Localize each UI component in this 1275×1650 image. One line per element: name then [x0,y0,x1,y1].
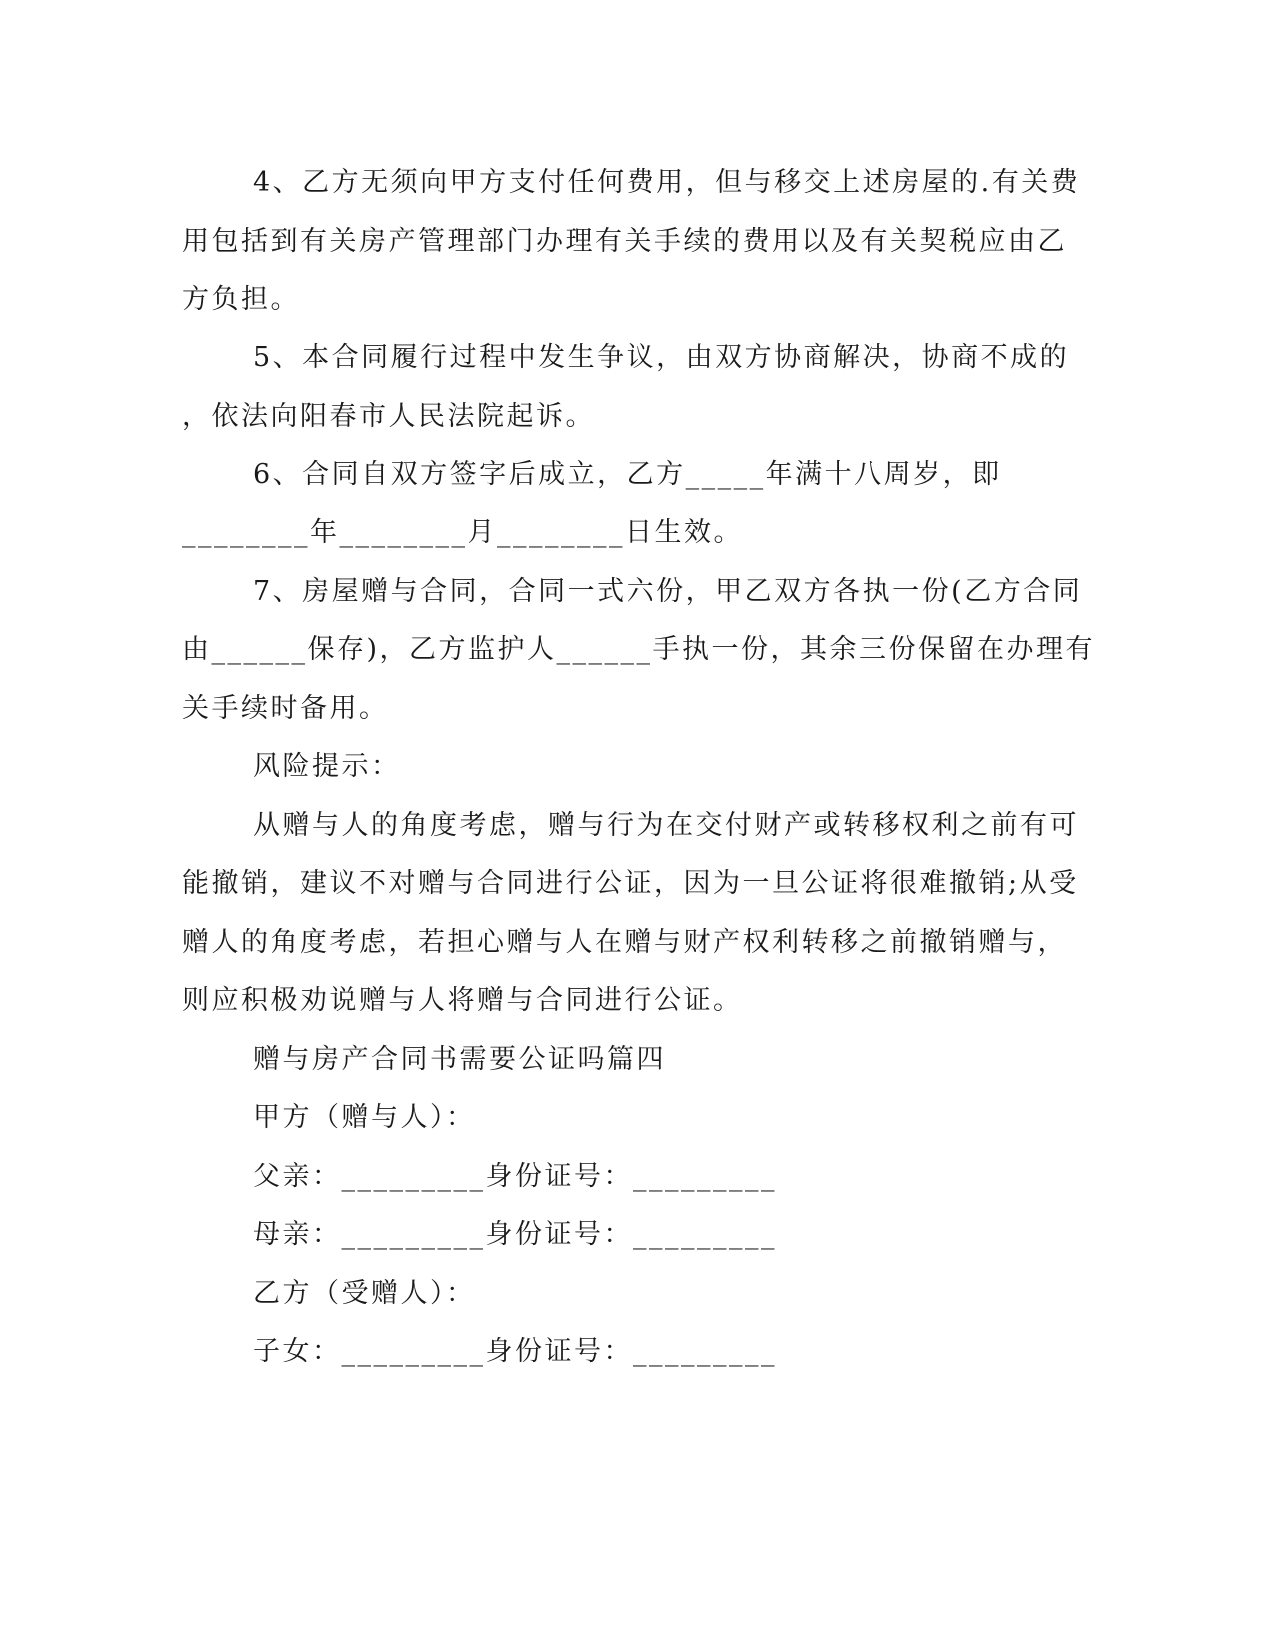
clause-7-line-3: 关手续时备用。 [182,693,389,724]
clause-7-line-2: 由______保存)，乙方监护人______手执一份，其余三份保留在办理有 [182,634,1096,665]
clause-4-line-2: 用包括到有关房产管理部门办理有关手续的费用以及有关契税应由乙 [182,226,1067,257]
father-field-line: 父亲：_________身份证号：_________ [253,1161,777,1192]
risk-line-2: 能撤销，建议不对赠与合同进行公证，因为一旦公证将很难撤销;从受 [182,868,1079,899]
clause-6-line-1: 6、合同自双方签字后成立，乙方_____年满十八周岁，即 [253,459,1002,490]
risk-line-1: 从赠与人的角度考虑，赠与行为在交付财产或转移权利之前有可 [253,810,1079,841]
risk-heading: 风险提示： [253,751,401,782]
clause-5-line-1: 5、本合同履行过程中发生争议，由双方协商解决，协商不成的 [253,342,1070,373]
risk-line-3: 赠人的角度考虑，若担心赠与人在赠与财产权利转移之前撤销赠与， [182,927,1067,958]
clause-5-line-2: ，依法向阳春市人民法院起诉。 [182,401,595,432]
clause-7-line-1: 7、房屋赠与合同，合同一式六份，甲乙双方各执一份(乙方合同 [253,576,1083,607]
clause-6-line-2: ________年________月________日生效。 [182,517,743,548]
party-b-label: 乙方（受赠人）： [253,1278,476,1309]
risk-line-4: 则应积极劝说赠与人将赠与合同进行公证。 [182,985,743,1016]
party-a-label: 甲方（赠与人）： [253,1102,476,1133]
clause-4-line-1: 4、乙方无须向甲方支付任何费用，但与移交上述房屋的.有关费 [253,167,1081,198]
mother-field-line: 母亲：_________身份证号：_________ [253,1219,777,1250]
child-field-line: 子女：_________身份证号：_________ [253,1336,777,1367]
section-title: 赠与房产合同书需要公证吗篇四 [253,1044,666,1075]
clause-4-line-3: 方负担。 [182,284,300,315]
